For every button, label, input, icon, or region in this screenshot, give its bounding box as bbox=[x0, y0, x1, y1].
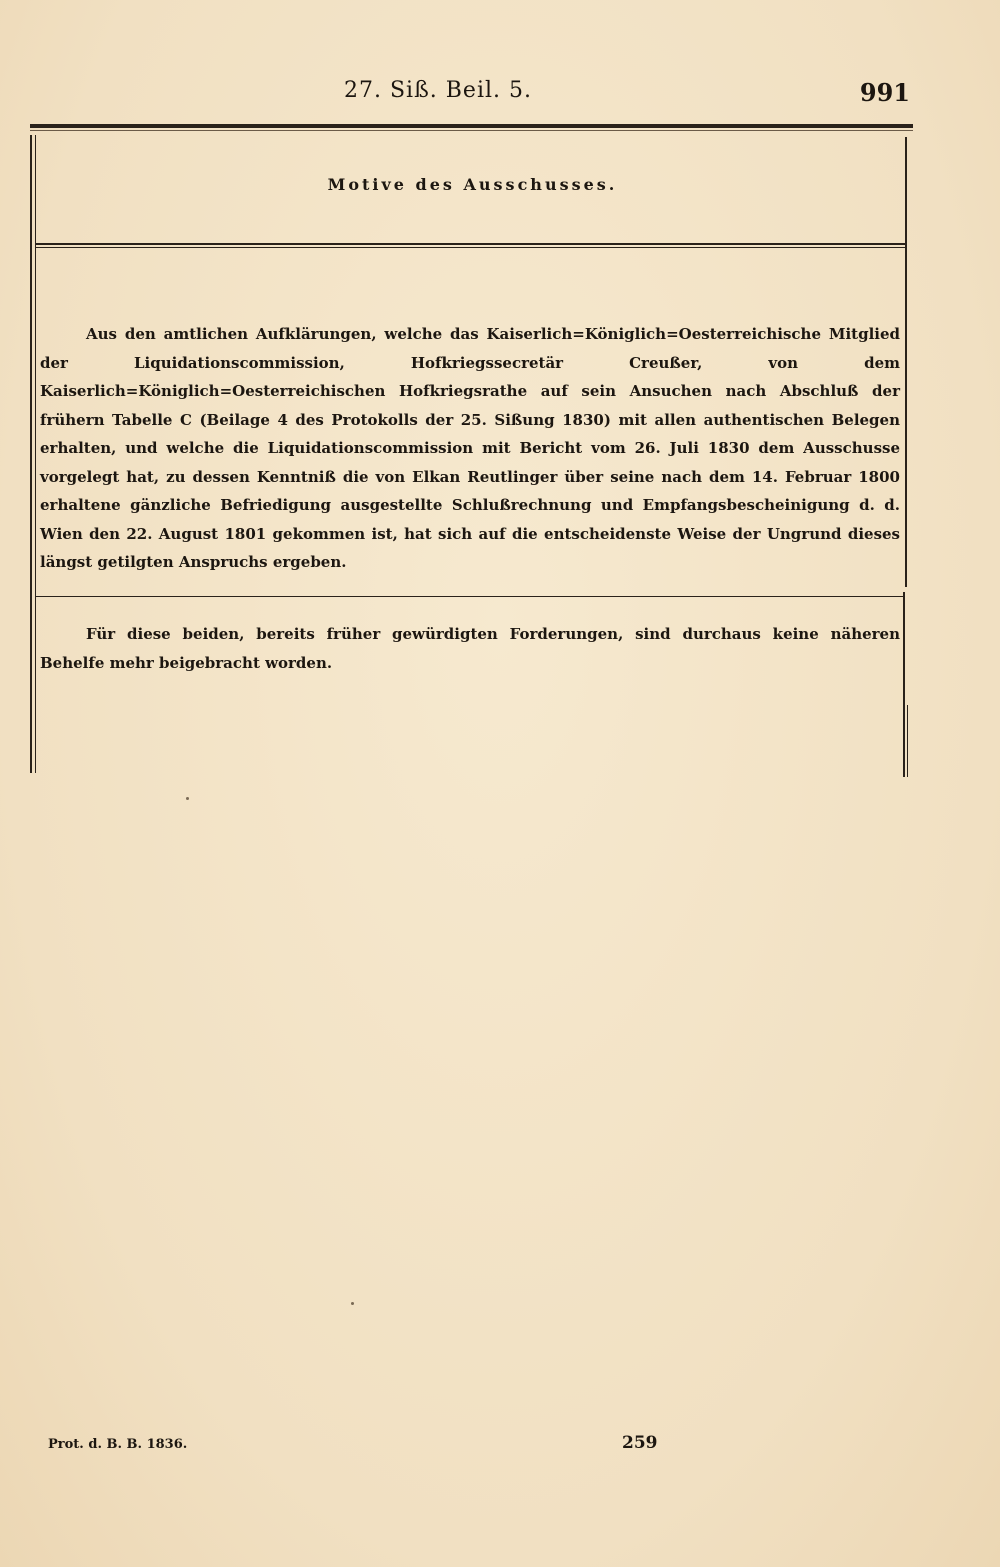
heading-rule bbox=[35, 243, 905, 245]
paragraph-2-block bbox=[40, 620, 900, 677]
footer-sheet-signature: 259 bbox=[622, 1433, 658, 1453]
paper-speck bbox=[351, 1302, 354, 1305]
frame-right-upper bbox=[905, 137, 907, 587]
running-title: 27. Siß. Beil. 5. bbox=[344, 78, 533, 103]
page-number: 991 bbox=[859, 78, 910, 107]
frame-right-lower-inner bbox=[907, 705, 908, 777]
frame-left-inner bbox=[35, 135, 36, 773]
paragraph-2: Für diese beiden, bereits früher gewürdigten Forderungen, sind durchaus keine näheren Behelfe mehr beigebracht worden. bbox=[40, 625, 900, 672]
heading-rule-thin bbox=[35, 247, 905, 248]
running-head bbox=[0, 78, 1000, 118]
paragraph-1: Aus den amtlichen Aufklärungen, welche das Kaiserlich=Königlich=Oesterreichische Mitglied der Liquidationscommission, Hofkriegssecretär Creußer, von dem Kaiserlich=Königlich=Oesterreichischen Hofkriegsrathe auf sein Ansuchen nach Abschluß der frühern Tabelle C (Beilage 4 des Protokolls der 25. Sißung 1830) mit allen authentischen Belegen erhalten, und welche die Liquidationscommission mit Bericht vom 26. Juli 1830 dem Ausschusse vorgelegt hat, zu dessen Kenntniß die von Elkan Reutlinger über seine nach dem 14. Februar 1800 erhaltene gänzliche Befriedigung ausgestellte Schlußrechnung und Empfangsbescheinigung d. d. Wien den 22. August 1801 gekommen ist, hat sich auf die entscheidenste Weise der Ungrund dieses längst getilgten Anspruchs ergeben. bbox=[40, 325, 900, 571]
header-rule bbox=[30, 124, 913, 128]
section-heading: Motive des Ausschusses. bbox=[327, 175, 618, 194]
frame-right-lower bbox=[903, 592, 905, 777]
paper-speck bbox=[186, 797, 189, 800]
paragraph-1-block bbox=[40, 320, 900, 577]
header-rule-thin bbox=[30, 130, 913, 131]
frame-left-outer bbox=[30, 135, 32, 773]
paragraph-divider bbox=[35, 596, 903, 597]
footer-signature-left: Prot. d. B. B. 1836. bbox=[48, 1437, 188, 1452]
